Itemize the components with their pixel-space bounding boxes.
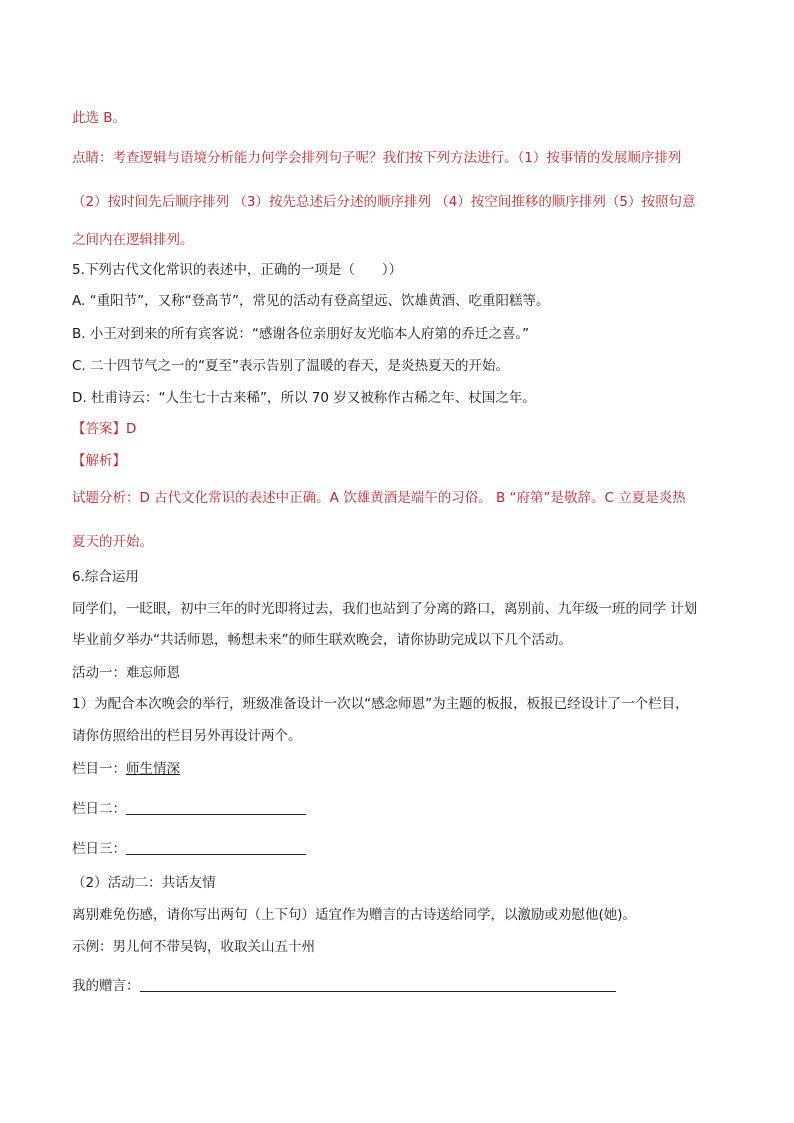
- q5-option-d: D. 杜甫诗云：“人生七十古来稀”，所以 70 岁又被称作古稀之年、杖国之年。: [72, 390, 536, 406]
- column-3: [72, 839, 306, 859]
- q6-sub2-line-1: 离别难免伤感，请你写出两句（上下句）适宜作为赠言的古诗送给同学，以激励或劝慰他(她)。: [72, 907, 637, 923]
- column-2-blank[interactable]: [126, 800, 306, 815]
- tip-line-2: （2）按时间先后顺序排列 （3）按先总述后分述的顺序排列 （4）按空间推移的顺序排列（5）按照句意: [72, 194, 696, 210]
- column-1: [72, 759, 180, 779]
- prev-conclusion: 此选 B。: [72, 110, 127, 126]
- q5-analysis-line-2: 夏天的开始。: [72, 534, 153, 550]
- column-3-blank[interactable]: [126, 840, 306, 855]
- q5-option-a: A. “重阳节”，又称“登高节”，常见的活动有登高望远、饮雄黄酒、吃重阳糕等。: [72, 293, 550, 309]
- q5-option-b: B. 小王对到来的所有宾客说：“感谢各位亲朋好友光临本人府第的乔迁之喜。”: [72, 326, 530, 342]
- my-message-label: 我的赠言：: [72, 978, 140, 994]
- q6-sub1-line-2: 请你仿照给出的栏目另外再设计两个。: [72, 728, 302, 744]
- column-3-label: 栏日三：: [72, 841, 126, 857]
- my-message: [72, 976, 616, 996]
- q5-stem: 5.下列古代文化常识的表述中，正确的一项是（ ））: [72, 262, 403, 278]
- column-2: [72, 799, 306, 819]
- column-1-label: 栏目一：: [72, 761, 126, 777]
- q6-title: 6.综合运用: [72, 569, 139, 585]
- q6-intro-line-2: 毕业前夕举办“共话师恩，畅想未来”的师生联欢晚会，请你协助完成以下几个活动。: [72, 632, 572, 648]
- tip-line-3: 之间内在逻辑排列。: [72, 232, 194, 248]
- q6-intro-line-1: 同学们，一眨眼，初中三年的时光即将过去，我们也站到了分离的路口，离别前、九年级一班的同学 计划: [72, 601, 698, 617]
- q6-activity-2: （2）活动二：共话友情: [72, 875, 216, 891]
- q5-answer: 【答案】D: [72, 421, 137, 437]
- q6-activity-1: 活动一：难忘师恩: [72, 665, 180, 681]
- q5-option-c: C. 二十四节气之一的“夏至”表示告别了温暖的春天，是炎热夏天的开始。: [72, 358, 509, 374]
- q5-analysis-line-1: 试题分析：D 古代文化常识的表述中正确。A 饮雄黄酒是端午的习俗。 B “府第”是敬辞。C 立夏是炎热: [72, 490, 686, 506]
- q6-sub1-line-1: 1）为配合本次晚会的举行，班级准备设计一次以“感念师恩”为主题的板报，板报已经设计了一个栏目，: [72, 696, 689, 712]
- q5-analysis-title: 【解析】: [72, 453, 126, 469]
- q6-example: 示例：男儿何不带吴钩，收取关山五十州: [72, 939, 315, 955]
- column-1-value: 师生情深: [126, 761, 180, 777]
- column-2-label: 栏日二：: [72, 801, 126, 817]
- tip-line-1: 点睛：考查逻辑与语境分析能力何学会排列句子呢？我们按下列方法进行。（1）按事情的发展顺序排列: [72, 150, 682, 166]
- my-message-blank[interactable]: [140, 977, 616, 992]
